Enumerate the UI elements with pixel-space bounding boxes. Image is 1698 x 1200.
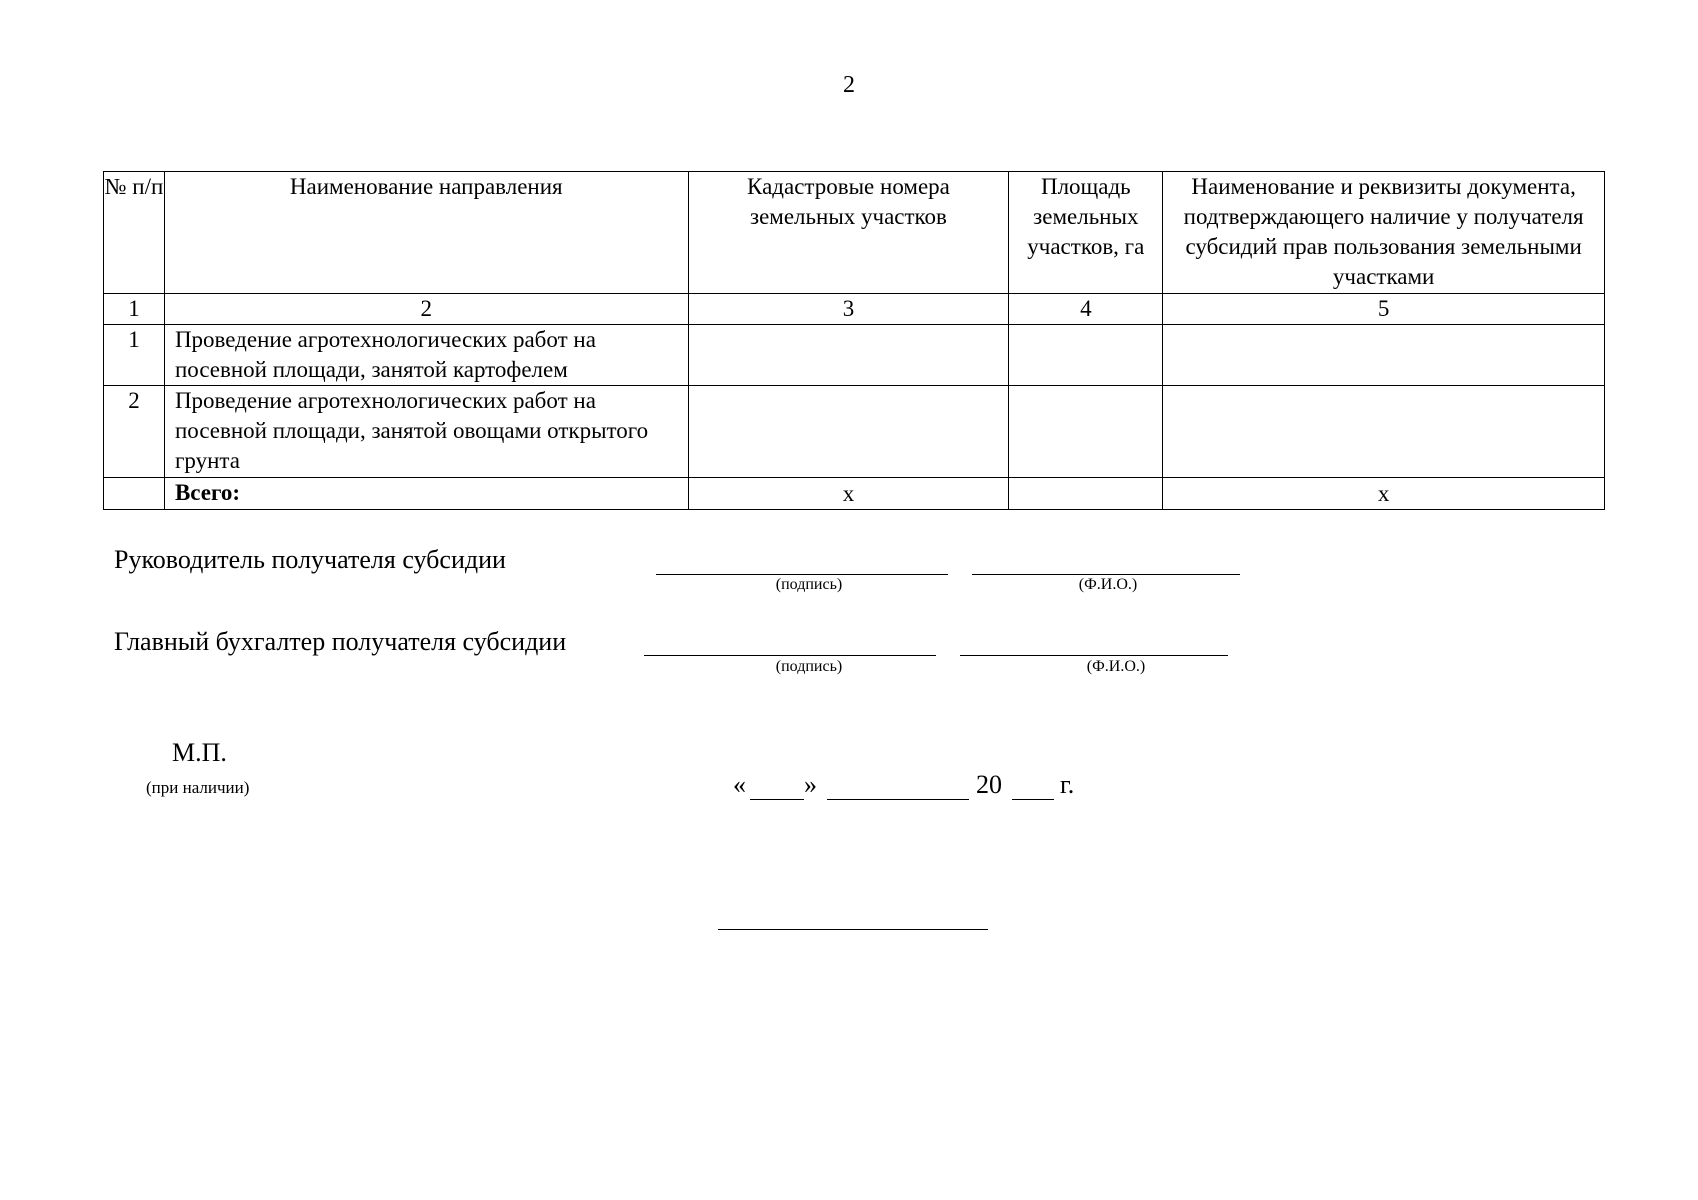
head-name-note: (Ф.И.О.)	[1078, 576, 1138, 593]
row-cadastral[interactable]	[688, 325, 1009, 386]
header-document: Наименование и реквизиты документа, подтверждающего наличие у получателя субсидий прав пользования земельными участками	[1163, 172, 1605, 294]
header-cadastral: Кадастровые номера земельных участков	[688, 172, 1009, 294]
table-row	[104, 386, 1605, 478]
head-name-line[interactable]	[972, 574, 1240, 575]
accountant-signature-line[interactable]	[644, 655, 936, 656]
total-row	[104, 478, 1605, 510]
head-sign-note: (подпись)	[775, 576, 843, 593]
date-close-quote: »	[804, 770, 817, 799]
header-area: Площадь земельных участков, га	[1009, 172, 1163, 294]
accountant-name-line[interactable]	[960, 655, 1228, 656]
row-direction: Проведение агротехнологических работ на посевной площади, занятой овощами открытого грунта	[164, 386, 688, 478]
row-document[interactable]	[1163, 325, 1605, 386]
total-area[interactable]	[1009, 478, 1163, 510]
header-num: № п/п	[104, 172, 165, 294]
head-signature-line[interactable]	[656, 574, 948, 575]
date-month-line[interactable]	[827, 799, 969, 800]
row-number: 1	[104, 325, 165, 386]
land-plots-table	[103, 171, 1605, 510]
date-day-line[interactable]	[750, 799, 804, 800]
date-open-quote: «	[733, 770, 746, 799]
date-year-suffix: г.	[1060, 770, 1075, 799]
bottom-divider	[718, 929, 988, 930]
col-number: 2	[164, 294, 688, 325]
date-year-prefix: 20	[976, 770, 1002, 799]
col-number: 5	[1163, 294, 1605, 325]
total-cadastral: х	[688, 478, 1009, 510]
date-year-line[interactable]	[1012, 799, 1054, 800]
accountant-label: Главный бухгалтер получателя субсидии	[114, 627, 567, 656]
row-cadastral[interactable]	[688, 386, 1009, 478]
head-label: Руководитель получателя субсидии	[114, 545, 506, 574]
total-empty-cell	[104, 478, 165, 510]
row-area[interactable]	[1009, 325, 1163, 386]
total-document: х	[1163, 478, 1605, 510]
col-number: 3	[688, 294, 1009, 325]
accountant-sign-note: (подпись)	[775, 658, 843, 675]
accountant-name-note: (Ф.И.О.)	[1086, 658, 1146, 675]
stamp-label: М.П.	[172, 738, 227, 767]
total-label: Всего:	[164, 478, 688, 510]
column-number-row	[104, 294, 1605, 325]
row-number: 2	[104, 386, 165, 478]
header-direction: Наименование направления	[164, 172, 688, 294]
table-row	[104, 325, 1605, 386]
page-number: 2	[843, 72, 855, 98]
row-area[interactable]	[1009, 386, 1163, 478]
col-number: 4	[1009, 294, 1163, 325]
row-direction: Проведение агротехнологических работ на посевной площади, занятой картофелем	[164, 325, 688, 386]
row-document[interactable]	[1163, 386, 1605, 478]
col-number: 1	[104, 294, 165, 325]
stamp-note: (при наличии)	[146, 778, 250, 797]
table-header-row	[104, 172, 1605, 294]
